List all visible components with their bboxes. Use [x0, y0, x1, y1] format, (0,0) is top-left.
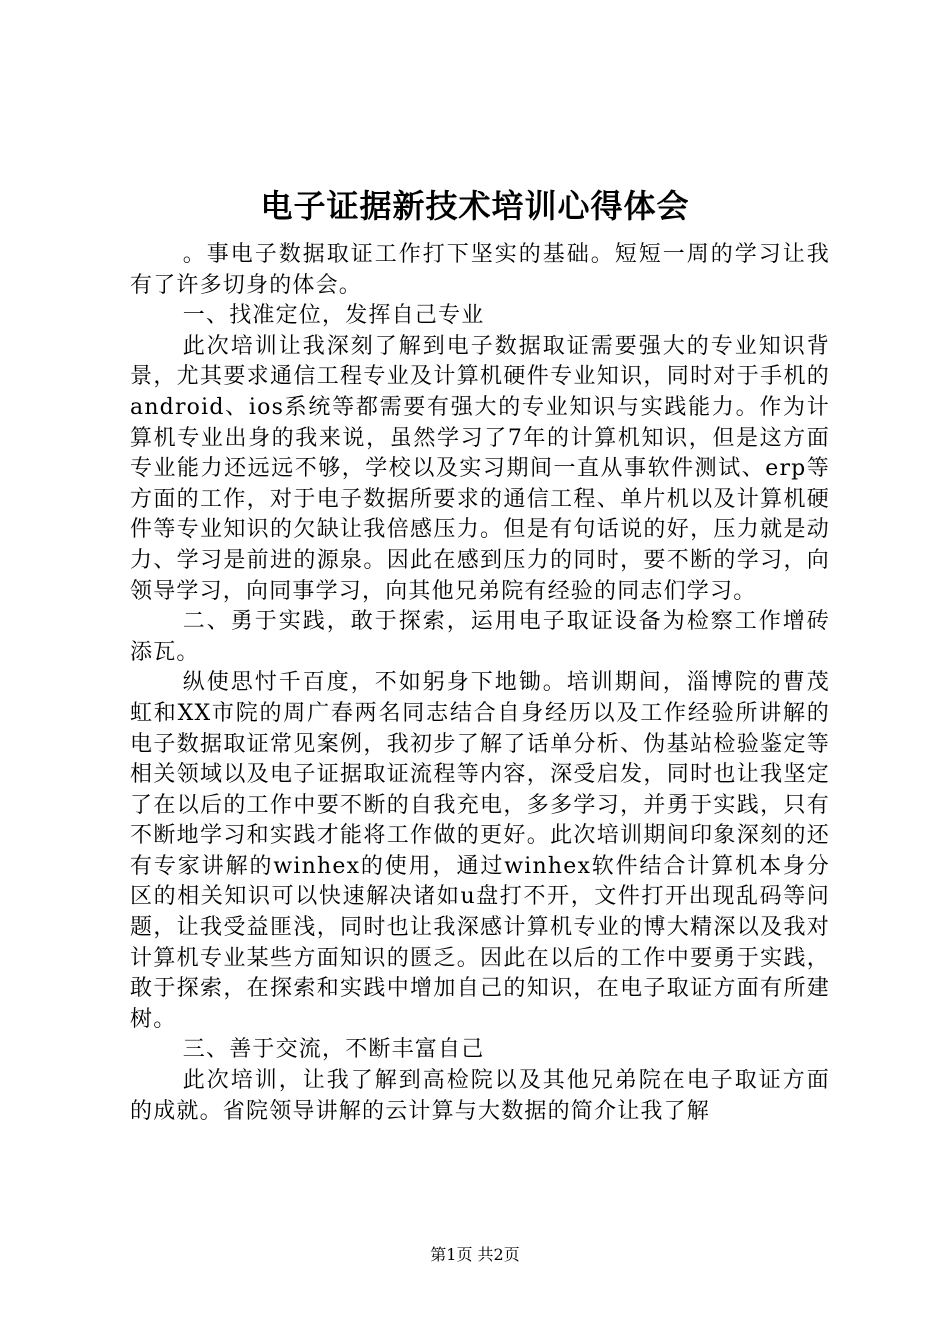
document-title: 电子证据新技术培训心得体会 — [260, 187, 690, 225]
intro-paragraph: 。事电子数据取证工作打下坚实的基础。短短一周的学习让我有了许多切身的体会。 — [130, 242, 830, 298]
section-heading-1: 一、找准定位，发挥自己专业 — [182, 303, 485, 329]
document-body — [130, 240, 830, 1127]
section-heading-2: 二、勇于实践，敢于探索，运用电子取证设备为检察工作增砖添瓦。 — [130, 609, 830, 665]
section-1-paragraph: 此次培训让我深刻了解到电子数据取证需要强大的专业知识背景，尤其要求通信工程专业及计算机硬件专业知识，同时对于手机的android、ios系统等都需要有强大的专业知识与实践能力。作为计算机专业出身的我来说，虽然学习了7年的计算机知识，但是这方面专业能力还远远不够，学校以及实习期间一直从事软件测试、erp等方面的工作，对于电子数据所要求的通信工程、单片机以及计算机硬件等专业知识的欠缺让我倍感压力。但是有句话说的好，压力就是动力、学习是前进的源泉。因此在感到压力的同时，要不断的学习，向领导学习，向同事学习，向其他兄弟院有经验的同志们学习。 — [130, 333, 830, 604]
section-2-paragraph: 纵使思忖千百度，不如躬身下地锄。培训期间，淄博院的曹茂虹和XX市院的周广春两名同志结合自身经历以及工作经验所讲解的电子数据取证常见案例，我初步了解了话单分析、伪基站检验鉴定等相关领域以及电子证据取证流程等内容，深受启发，同时也让我坚定了在以后的工作中要不断的自我充电，多多学习，并勇于实践，只有不断地学习和实践才能将工作做的更好。此次培训期间印象深刻的还有专家讲解的winhex的使用，通过winhex软件结合计算机本身分区的相关知识可以快速解决诸如u盘打不开，文件打开出现乱码等问题，让我受益匪浅，同时也让我深感计算机专业的博大精深以及我对计算机专业某些方面知识的匮乏。因此在以后的工作中要勇于实践，敢于探索，在探索和实践中增加自己的知识，在电子取证方面有所建树。 — [130, 670, 830, 1032]
section-3-paragraph: 此次培训，让我了解到高检院以及其他兄弟院在电子取证方面的成就。省院领导讲解的云计算与大数据的简介让我了解 — [130, 1068, 830, 1124]
section-heading-3: 三、善于交流，不断丰富自己 — [182, 1037, 485, 1063]
page-footer: 第1页 共2页 — [430, 1245, 520, 1264]
